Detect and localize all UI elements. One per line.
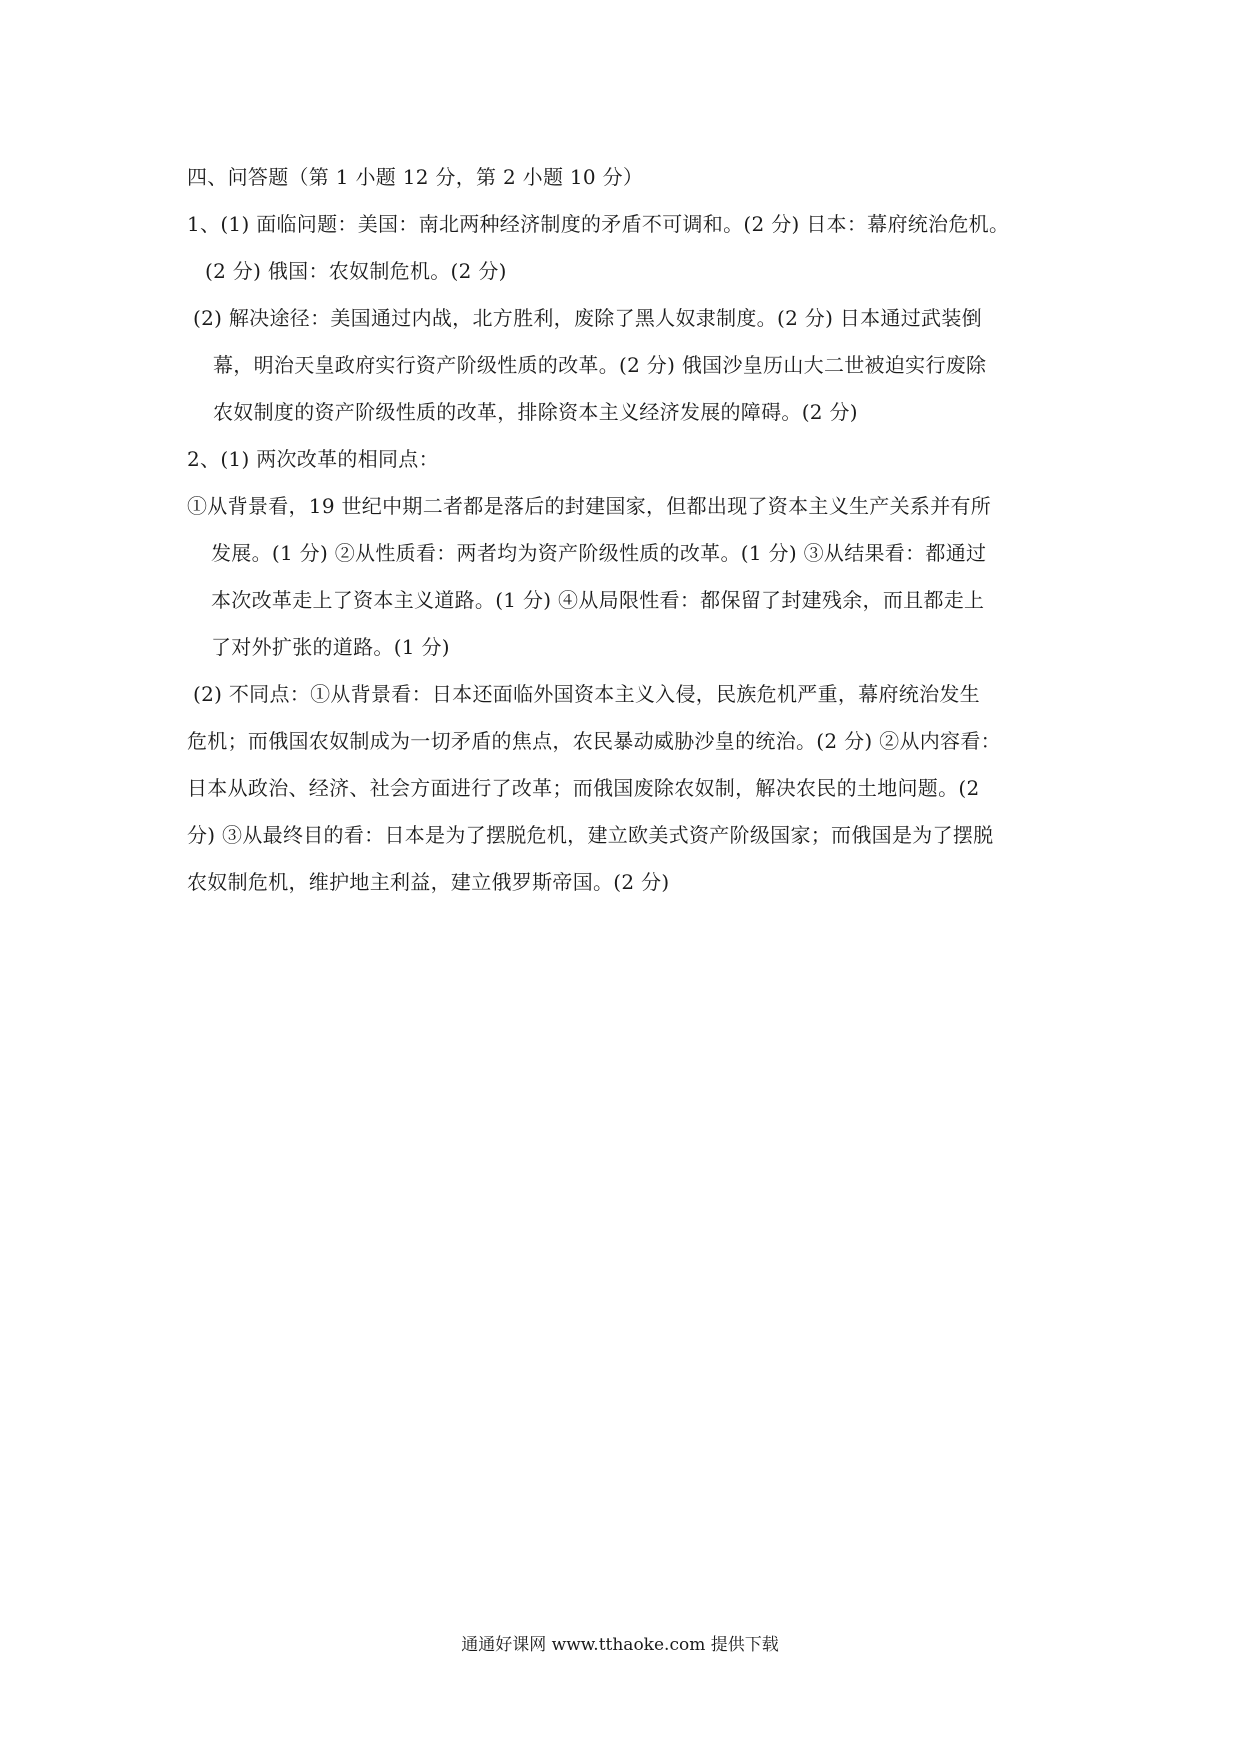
q2-part2-line1: (2) 不同点：①从背景看：日本还面临外国资本主义入侵，民族危机严重，幕府统治发生: [193, 682, 980, 706]
q2-part2-line5: 农奴制危机，维护地主利益，建立俄罗斯帝国。(2 分): [187, 870, 670, 894]
q2-part1-heading: 2、(1) 两次改革的相同点：: [187, 447, 439, 471]
q2-part1-line3: 本次改革走上了资本主义道路。(1 分) ④从局限性看：都保留了封建残余，而且都走上: [211, 588, 985, 612]
q2-part2-line4: 分) ③从最终目的看：日本是为了摆脱危机，建立欧美式资产阶级国家；而俄国是为了摆脱: [187, 823, 994, 847]
q2-part1-line2: 发展。(1 分) ②从性质看：两者均为资产阶级性质的改革。(1 分) ③从结果看：都通过: [211, 541, 987, 565]
q1-part1-line1: 1、(1) 面临问题：美国：南北两种经济制度的矛盾不可调和。(2 分) 日本：幕府统治危机。: [187, 212, 1010, 236]
q1-part1-line2: (2 分) 俄国：农奴制危机。(2 分): [205, 259, 507, 283]
q2-part2-line2: 危机；而俄国农奴制成为一切矛盾的焦点，农民暴动威胁沙皇的统治。(2 分) ②从内容看：: [187, 729, 1001, 753]
q1-part2-line1: (2) 解决途径：美国通过内战，北方胜利，废除了黑人奴隶制度。(2 分) 日本通过武装倒: [193, 306, 982, 330]
q1-part2-line3: 农奴制度的资产阶级性质的改革，排除资本主义经济发展的障碍。(2 分): [213, 400, 858, 424]
q1-part2-line2: 幕，明治天皇政府实行资产阶级性质的改革。(2 分) 俄国沙皇历山大二世被迫实行废除: [213, 353, 987, 377]
footer-download-note: 通通好课网 www.tthaoke.com 提供下载: [461, 1635, 779, 1655]
q2-part1-line4: 了对外扩张的道路。(1 分): [211, 635, 450, 659]
q2-part2-line3: 日本从政治、经济、社会方面进行了改革；而俄国废除农奴制，解决农民的土地问题。(2: [187, 776, 980, 800]
q2-part1-line1: ①从背景看，19 世纪中期二者都是落后的封建国家，但都出现了资本主义生产关系并有所: [187, 494, 992, 518]
section-heading: 四、问答题（第 1 小题 12 分，第 2 小题 10 分）: [187, 165, 644, 189]
